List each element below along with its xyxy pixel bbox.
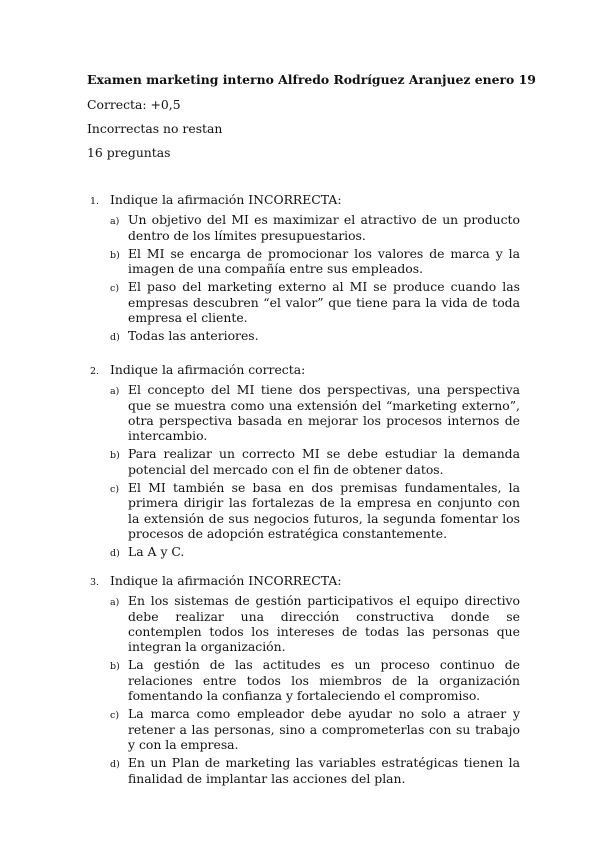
option-text: Para realizar un correcto MI se debe estudiar la demanda potencial del mercado con el fin de obtener datos. — [128, 446, 520, 477]
option-c — [110, 279, 520, 325]
option-letter: a) — [110, 216, 120, 228]
option-a — [110, 382, 520, 443]
option-a — [110, 212, 520, 243]
option-text: Un objetivo del MI es maximizar el atractivo de un producto dentro de los límites presupuestarios. — [128, 212, 520, 243]
option-letter: d) — [110, 759, 120, 771]
option-d — [110, 328, 520, 345]
option-text: La marca como empleador debe ayudar no solo a atraer y retener a las personas, sino a comprometerlas con su trabajo y con la empresa. — [128, 706, 520, 752]
option-letter: d) — [110, 332, 120, 344]
option-text: El paso del marketing externo al MI se produce cuando las empresas descubren “el valor” que tiene para la vida de toda empresa el cliente. — [128, 279, 520, 326]
option-text: El MI se encarga de promocionar los valores de marca y la imagen de una compañía entre sus empleados. — [128, 245, 520, 277]
question-prompt: Indique la afirmación correcta: — [110, 362, 306, 377]
option-text: La A y C. — [128, 544, 185, 560]
option-letter: c) — [110, 283, 120, 295]
option-c — [110, 480, 520, 541]
question-header — [90, 362, 520, 379]
option-b — [110, 246, 520, 277]
option-list — [110, 593, 520, 786]
question-number: 2. — [90, 366, 100, 377]
option-b — [110, 657, 520, 703]
question-count: 16 preguntas — [87, 145, 171, 160]
option-d — [110, 544, 520, 561]
question-number: 1. — [90, 196, 100, 207]
option-d — [110, 755, 520, 786]
option-text: La gestión de las actitudes es un proceso continuo de relaciones entre todos los miembros de la organización fomentando la confianza y fortaleciendo el compromiso. — [128, 657, 520, 704]
option-letter: a) — [110, 386, 120, 398]
option-text: En los sistemas de gestión participativos el equipo directivo debe realizar una dirección constructiva donde se contemplen todos los intereses de todas las personas que integran la organización. — [128, 593, 520, 655]
option-letter: d) — [110, 548, 120, 560]
option-text: En un Plan de marketing las variables estratégicas tienen la finalidad de implantar las acciones del plan. — [128, 755, 520, 786]
option-letter: c) — [110, 710, 120, 722]
question-header — [90, 573, 520, 590]
option-list — [110, 382, 520, 561]
question-number: 3. — [90, 577, 100, 588]
option-b — [110, 446, 520, 477]
question-header — [90, 192, 520, 209]
option-letter: c) — [110, 484, 120, 496]
exam-title: Examen marketing interno Alfredo Rodríguez Aranjuez enero 19 — [87, 72, 536, 87]
option-text: El MI también se basa en dos premisas fundamentales, la primera dirigir las fortalezas de la empresa en conjunto con la extensión de sus negocios futuros, la segunda fomentar los procesos de adopción estratégica constantemente. — [128, 480, 520, 541]
option-c — [110, 706, 520, 752]
question-2 — [90, 362, 520, 565]
option-text: El concepto del MI tiene dos perspectivas, una perspectiva que se muestra como una extensión del “marketing externo”, otra perspectiva basada en mejorar los procesos internos de intercambio. — [128, 382, 520, 444]
question-prompt: Indique la afirmación INCORRECTA: — [110, 192, 342, 207]
option-list — [110, 212, 520, 345]
option-a — [110, 593, 520, 654]
option-letter: b) — [110, 450, 120, 462]
question-prompt: Indique la afirmación INCORRECTA: — [110, 573, 342, 588]
correct-score-note: Correcta: +0,5 — [87, 97, 181, 112]
option-letter: b) — [110, 661, 120, 673]
incorrect-score-note: Incorrectas no restan — [87, 121, 223, 136]
question-3 — [90, 573, 520, 789]
option-letter: a) — [110, 597, 120, 609]
option-letter: b) — [110, 249, 120, 261]
question-1 — [90, 192, 520, 349]
option-text: Todas las anteriores. — [128, 328, 259, 344]
